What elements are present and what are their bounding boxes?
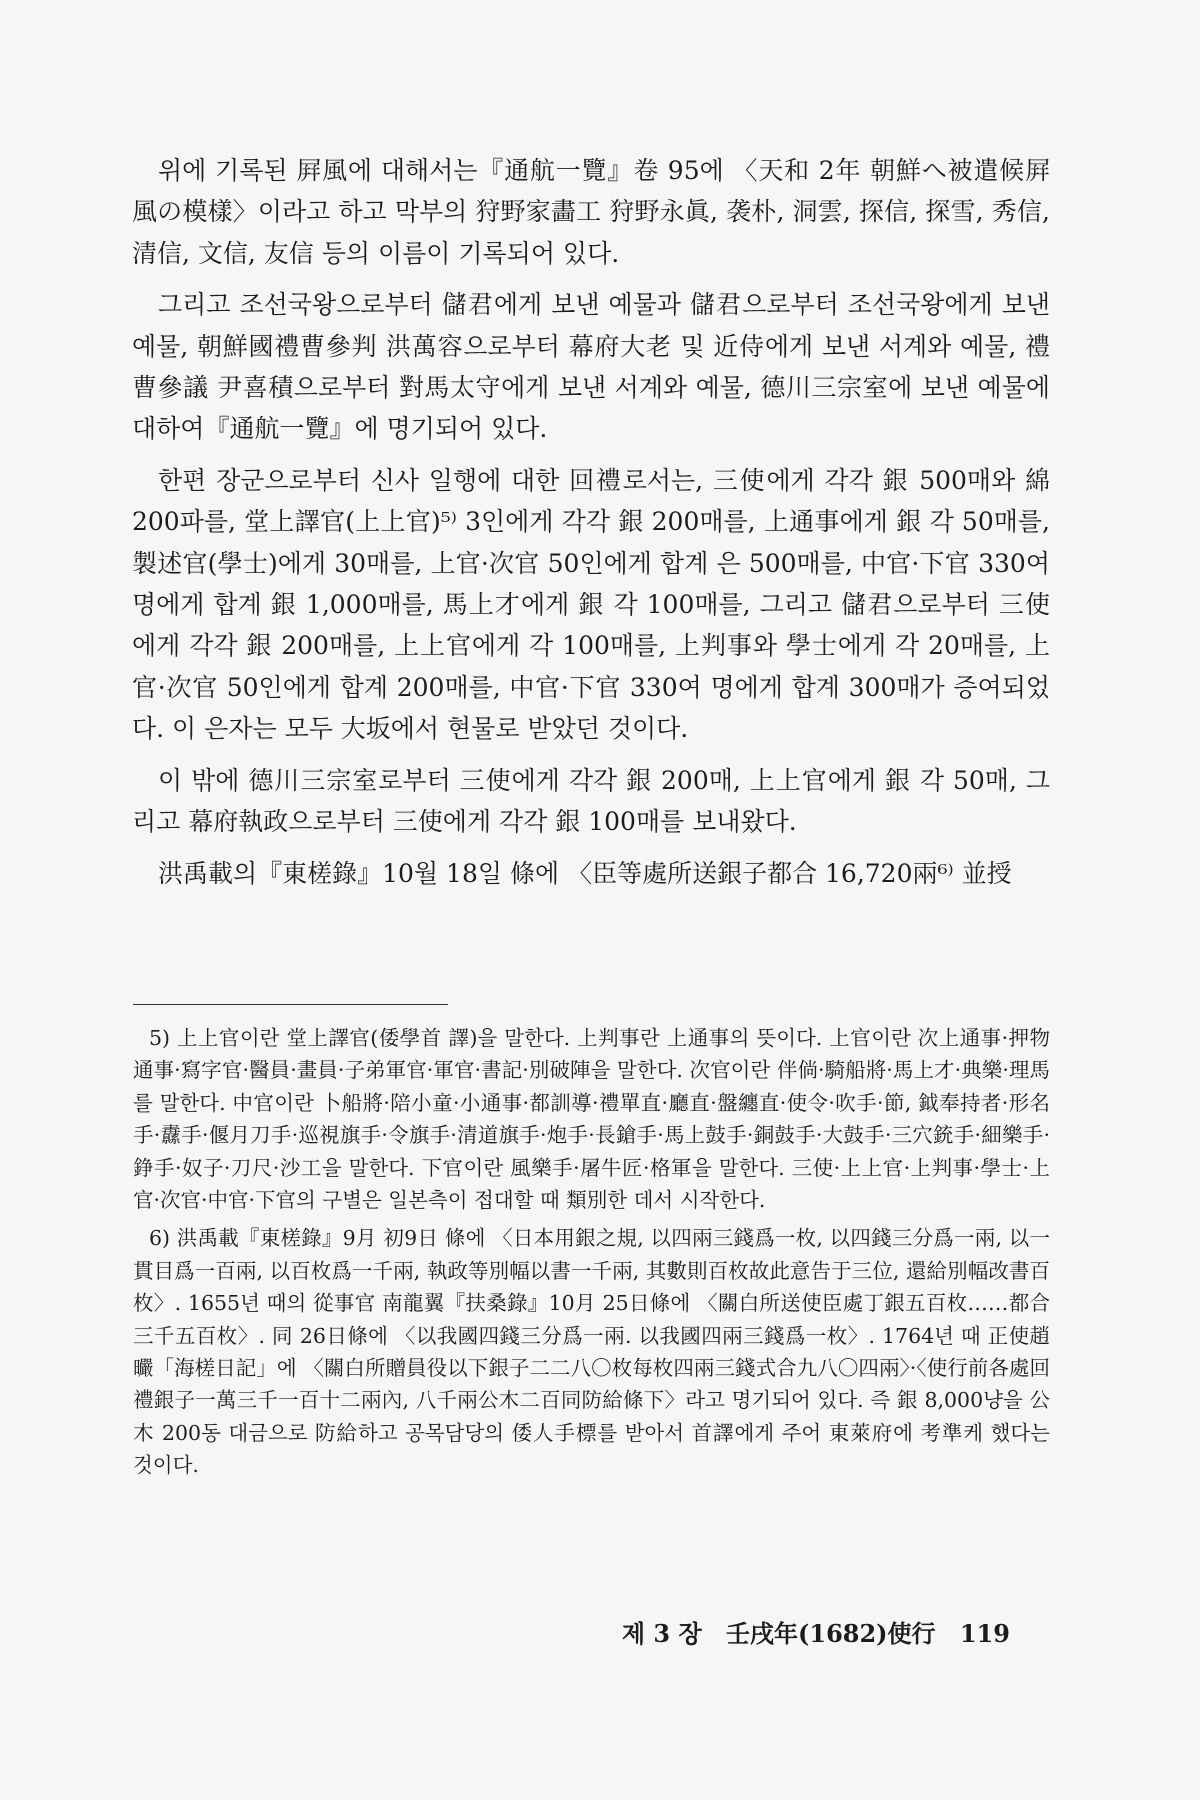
footnote-5: 5) 上上官이란 堂上譯官(倭學首 譯)을 말한다. 上判事란 上通事의 뜻이다. 上官이란 次上通事·押物通事·寫字官·醫員·畫員·子弟軍官·軍官·書記·別破陣을 말한다. 次官이란 伴倘·騎船將·馬上才·典樂·理馬를 말한다. 中官이란 卜船將·陪小童·小通事·都訓導·禮單直·廳直·盤纏直·使令·吹手·節, 鉞奉持者·形名手·纛手·偃月刀手·巡視旗手·令旗手·清道旗手·炮手·長鎗手·馬上鼓手·銅鼓手·大鼓手·三穴銃手·細樂手·錚手·奴子·刀尺·沙工을 말한다. 下官이란 風樂手·屠牛匠·格軍을 말한다. 三使·上上官·上判事·學士·上官·次官·中官·下官의 구별은 일본측이 접대할 때 類別한 데서 시작한다. [133, 1026, 1050, 1213]
footnote-6: 6) 洪禹載『東槎錄』9月 初9日 條에 〈日本用銀之規, 以四兩三錢爲一枚, 以四錢三分爲一兩, 以一貫目爲一百兩, 以百枚爲一千兩, 執政等別幅以書一千兩, 其數則百枚故此意告于三位, 還給別幅改書百枚〉. 1655년 때의 從事官 南龍翼『扶桑錄』10月 25日條에 〈關白所送使臣處丁銀五百枚……都合三千五百枚〉. 同 26日條에 〈以我國四錢三分爲一兩. 以我國四兩三錢爲一枚〉. 1764년 때 正使趙曮「海槎日記」에 〈關白所贈員役以下銀子二二八〇枚每枚四兩三錢式合九八〇四兩〉·〈使行前各處回禮銀子一萬三千一百十二兩內, 八千兩公木二百同防給條下〉라고 명기되어 있다. 즉 銀 8,000냥을 公木 200동 대금으로 防給하고 공목담당의 倭人手標를 받아서 首譯에게 주어 東萊府에 考準케 했다는 것이다. [133, 1226, 1050, 1478]
paragraph: 이 밖에 德川三宗室로부터 三使에게 각각 銀 200매, 上上官에게 銀 각 50매, 그리고 幕府執政으로부터 三使에게 각각 銀 100매를 보내왔다. [132, 765, 1050, 837]
page-number: 119 [959, 1619, 1010, 1648]
chapter-label: 제 3 장 [621, 1619, 702, 1648]
paragraph: 한편 장군으로부터 신사 일행에 대한 回禮로서는, 三使에게 각각 銀 500매와 綿 200파를, 堂上譯官(上上官)⁵⁾ 3인에게 각각 銀 200매를, 上通事에게 銀 각 50매를, 製述官(學士)에게 30매를, 上官·次官 50인에게 합계 은 500매를, 中官·下官 330여 명에게 합계 銀 1,000매를, 馬上才에게 銀 각 100매를, 그리고 儲君으로부터 三使에게 각각 銀 200매를, 上上官에게 각 100매를, 上判事와 學士에게 각 20매를, 上官·次官 50인에게 합계 200매를, 中官·下官 330여 명에게 합계 300매가 증여되었다. 이 은자는 모두 大坂에서 현물로 받았던 것이다. [132, 465, 1050, 744]
footnote-divider [133, 1004, 448, 1005]
paragraph: 위에 기록된 屛風에 대해서는『通航一覽』卷 95에 〈天和 2年 朝鮮へ被遣候屛風の模樣〉이라고 하고 막부의 狩野家畵工 狩野永眞, 袭朴, 洞雲, 探信, 探雪, 秀信, 清信, 文信, 友信 등의 이름이 기록되어 있다. [132, 156, 1050, 268]
chapter-title: 壬戌年(1682)使行 [726, 1619, 936, 1648]
paragraph: 洪禹載의『東槎錄』10월 18일 條에 〈臣等處所送銀子都合 16,720兩⁶⁾ 並授 [158, 858, 1012, 888]
running-footer [0, 1614, 1010, 1649]
main-text [132, 150, 1050, 904]
paragraph: 그리고 조선국왕으로부터 儲君에게 보낸 예물과 儲君으로부터 조선국왕에게 보낸 예물, 朝鮮國禮曹參判 洪萬容으로부터 幕府大老 및 近侍에게 보낸 서계와 예물, 禮曹參議 尹喜積으로부터 對馬太守에게 보낸 서계와 예물, 德川三宗室에 보낸 예물에 대하여『通航一覽』에 명기되어 있다. [132, 290, 1050, 444]
footnotes [133, 1022, 1050, 1488]
